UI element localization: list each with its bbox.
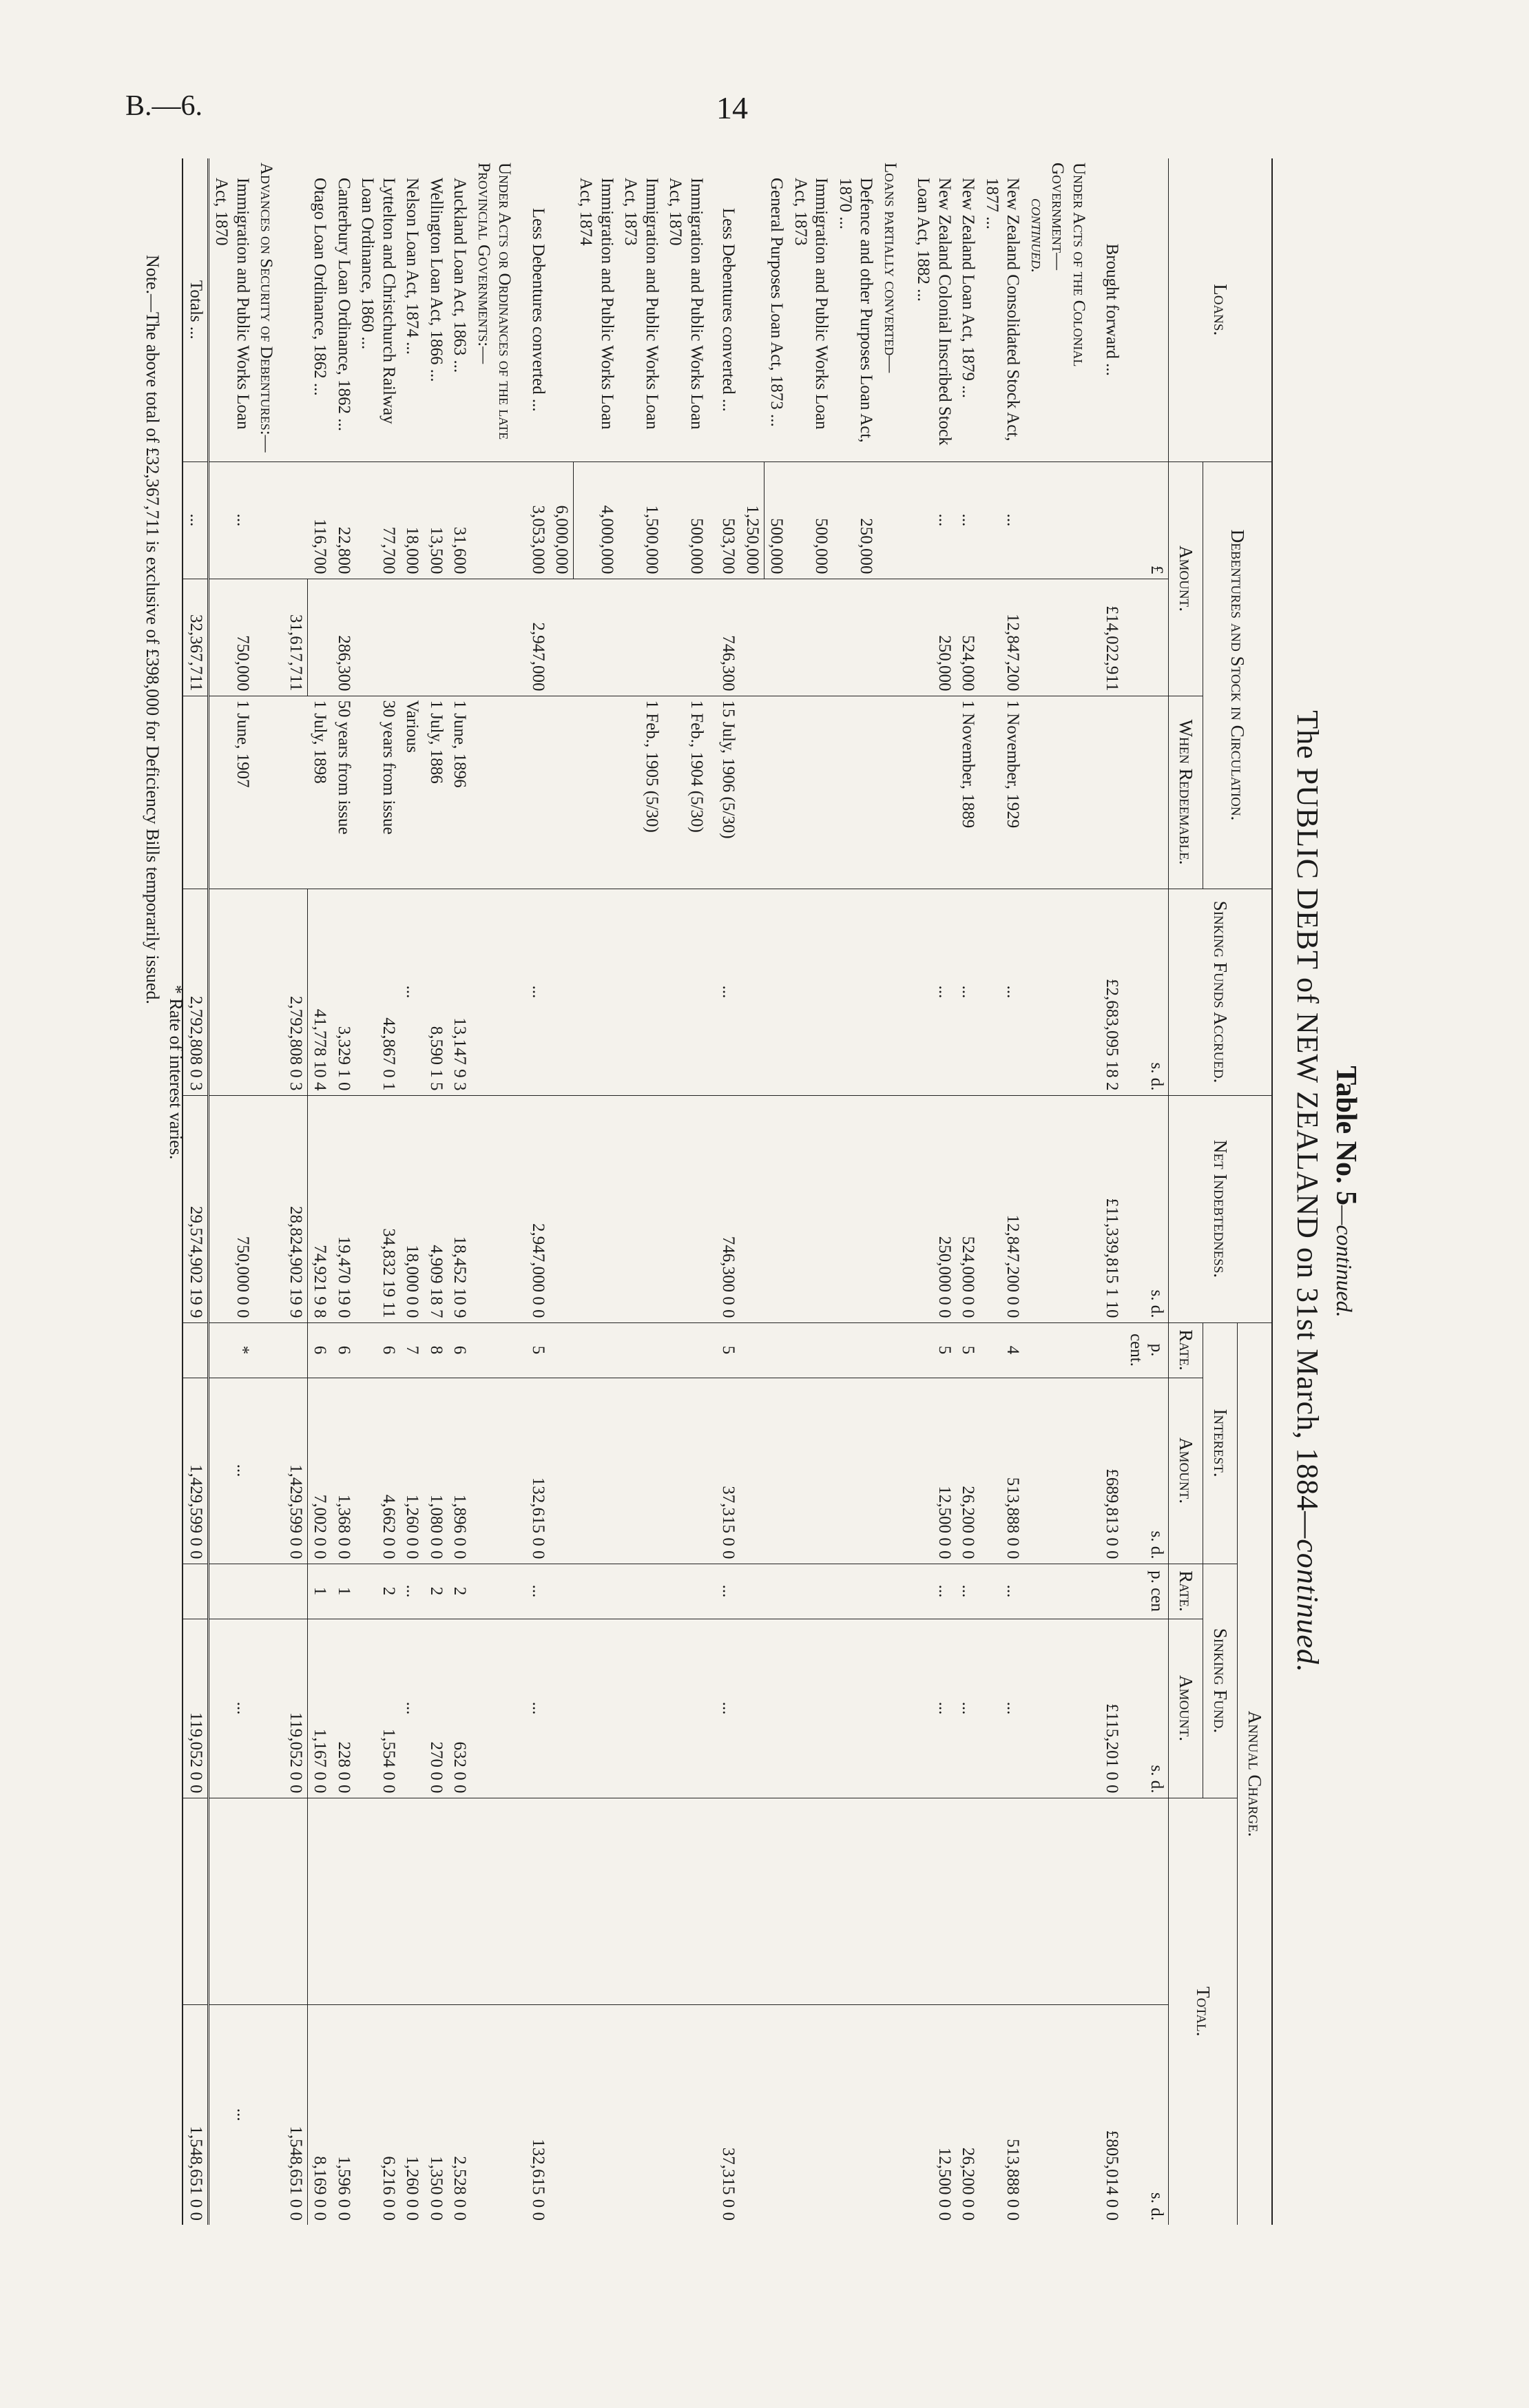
header-interest: Interest. — [1203, 1322, 1238, 1564]
amount: 286,300 — [331, 579, 355, 696]
sub-amount: 500,000 — [788, 461, 833, 579]
sinking-accrued: ... — [526, 889, 550, 1095]
totals-row — [183, 158, 208, 2225]
loan-name: Immigration and Public Works Loan Act, 1870 — [663, 158, 716, 461]
sub-amount: ... — [208, 461, 254, 579]
interest-rate: 6 — [448, 1322, 472, 1378]
when-redeemable: 1 Feb., 1904 (5/30) — [663, 696, 716, 889]
page-reference: B.—6. — [125, 90, 203, 122]
table-row — [788, 158, 833, 2225]
amount: 750,000 — [208, 579, 254, 696]
interest-amount: 4,662 0 0 — [355, 1378, 400, 1564]
interest-amount: 132,615 0 0 — [526, 1378, 550, 1564]
sub-amount: 250,000 — [833, 461, 877, 579]
section-heading — [1024, 158, 1100, 2225]
sub-amount: 503,700 — [716, 461, 740, 579]
net-indebtedness: 524,000 0 0 — [956, 1095, 980, 1322]
unit-s-d: s. d. — [1147, 2192, 1167, 2221]
total: 8,169 0 0 — [311, 2156, 330, 2221]
table-row — [526, 158, 550, 2225]
sinking-amount: ... — [208, 1619, 254, 1798]
net-indebtedness: 34,832 19 11 — [355, 1095, 400, 1322]
when-redeemable: 1 July, 1886 — [424, 696, 448, 889]
table-row — [208, 158, 254, 2225]
amount: 2,947,000 — [526, 579, 550, 696]
interest-amount: 1,260 0 0 — [400, 1378, 424, 1564]
sub-amount: 13,500 — [424, 461, 448, 579]
total: 132,615 0 0 — [528, 2139, 548, 2221]
table-row — [400, 158, 424, 2225]
table-row — [956, 158, 980, 2225]
table-row — [663, 158, 716, 2225]
interest-amount: 1,368 0 0 — [331, 1378, 355, 1564]
table-row — [448, 158, 472, 2225]
sinking-accrued: ... — [956, 889, 980, 1095]
table-row — [307, 158, 331, 2225]
loan-name: Lyttelton and Christchurch Railway Loan Ordinance, 1860 ... — [355, 158, 400, 461]
when-redeemable: 1 July, 1898 — [307, 696, 331, 889]
sub-amount: 31,600 — [448, 461, 472, 579]
net-indebtedness: £11,339,815 1 10 — [1100, 1095, 1124, 1322]
header-sinking-rate: Rate. — [1169, 1564, 1203, 1619]
unit-per-cent: p. cent. — [1123, 1322, 1169, 1378]
sinking-accrued: ... — [911, 889, 956, 1095]
interest-rate: 5 — [911, 1322, 956, 1378]
table-row — [979, 158, 1024, 2225]
when-redeemable: 1 June, 1896 — [448, 696, 472, 889]
net-indebtedness: 4,909 18 7 — [424, 1095, 448, 1322]
sinking-accrued: 8,590 1 5 — [424, 889, 448, 1095]
amount: 31,617,711 — [283, 579, 307, 696]
interest-amount: £689,813 0 0 — [1100, 1378, 1124, 1564]
sub-amount: ... — [183, 461, 208, 579]
sinking-amount: ... — [526, 1619, 550, 1798]
subtotal-row — [550, 158, 574, 2225]
net-indebtedness: 2,947,000 0 0 — [526, 1095, 550, 1322]
interest-amount: 37,315 0 0 — [716, 1378, 740, 1564]
subtotal-row — [283, 158, 307, 2225]
section-heading — [877, 158, 911, 2225]
sub-amount: 77,700 — [355, 461, 400, 579]
interest-rate: 6 — [307, 1322, 331, 1378]
sub-amount: 18,000 — [400, 461, 424, 579]
table-label: Table No. 5—continued. — [1330, 1066, 1362, 1318]
section-title: Under Acts or Ordinances of the late Provincial Governments:— — [471, 158, 526, 461]
loan-name: Defence and other Purposes Loan Act, 1870 ... — [833, 158, 877, 461]
sinking-rate: 1 — [331, 1564, 355, 1619]
interest-amount: 26,200 0 0 — [956, 1378, 980, 1564]
header-debentures: Debentures and Stock in Circulation. — [1203, 461, 1272, 889]
header-sinking-amount: Amount. — [1169, 1619, 1203, 1798]
header-net-indebtedness: Net Indebtedness. — [1169, 1095, 1272, 1322]
sinking-accrued: 42,867 0 1 — [355, 889, 400, 1095]
totals-label: Totals ... — [183, 158, 208, 461]
loan-name: Immigration and Public Works Loan Act, 1870 — [208, 158, 254, 461]
interest-rate: 5 — [526, 1322, 550, 1378]
total: 12,500 0 0 — [935, 2147, 954, 2221]
sub-total: 6,000,000 — [550, 461, 574, 579]
header-loans: Loans. — [1169, 158, 1272, 461]
loan-name: Immigration and Public Works Loan Act, 1873 — [788, 158, 833, 461]
sub-amount: 500,000 — [764, 461, 788, 579]
sub-amount: 22,800 — [331, 461, 355, 579]
public-debt-table — [182, 158, 1273, 2225]
when-redeemable: 1 November, 1929 — [979, 696, 1024, 889]
unit-s-d: s. d. — [1123, 1378, 1169, 1564]
total: 1,260 0 0 — [403, 2156, 422, 2221]
sub-amount: 4,000,000 — [574, 461, 618, 579]
header-sinking-fund: Sinking Fund. — [1203, 1564, 1238, 1798]
sinking-accrued: £2,683,095 18 2 — [1100, 889, 1124, 1095]
unit-s-d: s. d. — [1123, 889, 1169, 1095]
table-row — [833, 158, 877, 2225]
rotated-table-block — [123, 158, 1369, 2225]
table-row-units — [1123, 158, 1169, 2225]
interest-amount: 513,888 0 0 — [979, 1378, 1024, 1564]
loan-name: Otago Loan Ordinance, 1862 ... — [307, 158, 331, 461]
sinking-rate: 2 — [355, 1564, 400, 1619]
sinking-amount: ... — [716, 1619, 740, 1798]
loan-name: General Purposes Loan Act, 1873 ... — [764, 158, 788, 461]
sinking-rate: ... — [400, 1564, 424, 1619]
net-indebtedness: 29,574,902 19 9 — [183, 1095, 208, 1322]
loan-name: New Zealand Colonial Inscribed Stock Loan Act, 1882 ... — [911, 158, 956, 461]
unit-pound: £ — [1123, 461, 1169, 579]
sub-amount: ... — [956, 461, 980, 579]
sinking-accrued: ... — [716, 889, 740, 1095]
sinking-rate: ... — [979, 1564, 1024, 1619]
loan-name: New Zealand Loan Act, 1879 ... — [956, 158, 980, 461]
sinking-amount: ... — [956, 1619, 980, 1798]
interest-rate: * — [208, 1322, 254, 1378]
sinking-accrued: 2,792,808 0 3 — [283, 889, 307, 1095]
sub-amount: 3,053,000 — [526, 461, 550, 579]
loan-name: Less Debentures converted ... — [526, 158, 550, 461]
sinking-accrued: ... — [979, 889, 1024, 1095]
sub-amount: 500,000 — [663, 461, 716, 579]
header-amount: Amount. — [1169, 461, 1203, 696]
net-indebtedness: 12,847,200 0 0 — [979, 1095, 1024, 1322]
unit-per-cent: p. cen — [1123, 1564, 1169, 1619]
sinking-rate: ... — [956, 1564, 980, 1619]
net-indebtedness: 750,000 0 0 — [208, 1095, 254, 1322]
sinking-accrued: 2,792,808 0 3 — [183, 889, 208, 1095]
header-interest-amount: Amount. — [1169, 1378, 1203, 1564]
when-redeemable: 50 years from issue — [331, 696, 355, 889]
footnote-star: * Rate of interest varies. — [166, 985, 186, 1160]
total: £805,014 0 0 — [1103, 2130, 1122, 2221]
sinking-amount: 119,052 0 0 — [183, 1619, 208, 1798]
when-redeemable: 1 November, 1889 — [956, 696, 980, 889]
when-redeemable: 1 Feb., 1905 (5/30) — [618, 696, 663, 889]
interest-amount: 1,429,599 0 0 — [183, 1378, 208, 1564]
sinking-amount: ... — [400, 1619, 424, 1798]
sinking-rate: ... — [911, 1564, 956, 1619]
table-row — [618, 158, 663, 2225]
header-interest-rate: Rate. — [1169, 1322, 1203, 1378]
amount: 250,000 — [911, 579, 956, 696]
unit-s-d: s. d. — [1123, 1095, 1169, 1322]
total: 1,596 0 0 — [334, 2156, 353, 2221]
header-total: Total. — [1169, 1798, 1238, 2225]
sinking-amount: 270 0 0 — [424, 1619, 448, 1798]
total: ... — [233, 2108, 252, 2121]
amount: 32,367,711 — [183, 579, 208, 696]
sinking-rate: 2 — [424, 1564, 448, 1619]
sinking-accrued: ... — [400, 889, 424, 1095]
subtotal-row — [740, 158, 764, 2225]
sinking-amount: ... — [979, 1619, 1024, 1798]
table-row — [911, 158, 956, 2225]
net-indebtedness: 19,470 19 0 — [331, 1095, 355, 1322]
loan-name: Wellington Loan Act, 1866 ... — [424, 158, 448, 461]
interest-rate: 8 — [424, 1322, 448, 1378]
interest-amount: 7,002 0 0 — [307, 1378, 331, 1564]
interest-amount: 1,080 0 0 — [424, 1378, 448, 1564]
sinking-rate: ... — [716, 1564, 740, 1619]
net-indebtedness: 250,000 0 0 — [911, 1095, 956, 1322]
page-number: 14 — [716, 90, 748, 125]
interest-rate: 6 — [355, 1322, 400, 1378]
interest-rate: 6 — [331, 1322, 355, 1378]
table-row — [574, 158, 618, 2225]
interest-rate: 5 — [956, 1322, 980, 1378]
loan-name: Brought forward ... — [1100, 158, 1124, 461]
section-title: Advances on Security of Debentures:— — [254, 158, 284, 461]
unit-s-d: s. d. — [1123, 1619, 1169, 1798]
loan-name: Canterbury Loan Ordinance, 1862 ... — [331, 158, 355, 461]
sinking-amount: 119,052 0 0 — [283, 1619, 307, 1798]
sinking-amount: 228 0 0 — [331, 1619, 355, 1798]
interest-rate: 7 — [400, 1322, 424, 1378]
section-title: Under Acts of the Colonial Government— — [1048, 163, 1088, 367]
table-row — [764, 158, 788, 2225]
section-heading — [254, 158, 284, 2225]
sub-total: 1,250,000 — [740, 461, 764, 579]
total: 1,350 0 0 — [426, 2156, 446, 2221]
section-heading — [471, 158, 526, 2225]
when-redeemable: 1 June, 1907 — [208, 696, 254, 889]
header-when-redeemable: When Redeemable. — [1169, 696, 1203, 889]
sinking-amount: 1,554 0 0 — [355, 1619, 400, 1798]
total: 37,315 0 0 — [719, 2147, 738, 2221]
loan-name: Auckland Loan Act, 1863 ... — [448, 158, 472, 461]
net-indebtedness: 746,300 0 0 — [716, 1095, 740, 1322]
net-indebtedness: 74,921 9 8 — [307, 1095, 331, 1322]
sinking-accrued: 41,778 10 4 — [307, 889, 331, 1095]
amount: 524,000 — [956, 579, 980, 696]
interest-amount: 1,429,599 0 0 — [283, 1378, 307, 1564]
table-row — [331, 158, 355, 2225]
sinking-accrued: 13,147 9 3 — [448, 889, 472, 1095]
sinking-amount: ... — [911, 1619, 956, 1798]
net-indebtedness: 18,452 10 9 — [448, 1095, 472, 1322]
section-title: Loans partially converted— — [877, 158, 911, 461]
table-row — [355, 158, 400, 2225]
sinking-accrued: 3,329 1 0 — [331, 889, 355, 1095]
sub-amount: 1,500,000 — [618, 461, 663, 579]
table-row — [424, 158, 448, 2225]
when-redeemable: Various — [400, 696, 424, 889]
section-continued: continued. — [1027, 198, 1046, 273]
header-annual-charge: Annual Charge. — [1238, 1322, 1272, 2225]
sinking-amount: 632 0 0 — [448, 1619, 472, 1798]
sinking-amount: £115,201 0 0 — [1100, 1619, 1124, 1798]
total: 513,888 0 0 — [1003, 2139, 1023, 2221]
table-row — [1100, 158, 1124, 2225]
net-indebtedness: 28,824,902 19 9 — [283, 1095, 307, 1322]
header-sinking-accrued: Sinking Funds Accrued. — [1169, 889, 1272, 1095]
net-indebtedness: 18,000 0 0 — [400, 1095, 424, 1322]
amount: £14,022,911 — [1100, 579, 1124, 696]
sinking-rate: 2 — [448, 1564, 472, 1619]
sub-amount: ... — [979, 461, 1024, 579]
amount: 12,847,200 — [979, 579, 1024, 696]
amount: 746,300 — [716, 579, 740, 696]
total: 6,216 0 0 — [379, 2156, 398, 2221]
loan-name: Nelson Loan Act, 1874 ... — [400, 158, 424, 461]
total: 26,200 0 0 — [959, 2147, 978, 2221]
interest-rate: 4 — [979, 1322, 1024, 1378]
table-row — [716, 158, 740, 2225]
interest-amount: 1,896 0 0 — [448, 1378, 472, 1564]
footnote: Note.—The above total of £32,367,711 is exclusive of £398,000 for Deficiency Bills temporarily issued. — [143, 255, 163, 1004]
table-title: The PUBLIC DEBT of NEW ZEALAND on 31st March, 1884—continued. — [1291, 710, 1324, 1673]
loan-name: New Zealand Consolidated Stock Act, 1877 ... — [979, 158, 1024, 461]
total: 2,528 0 0 — [450, 2156, 470, 2221]
loan-name: Immigration and Public Works Loan Act, 1873 — [618, 158, 663, 461]
interest-amount: ... — [208, 1378, 254, 1564]
sinking-amount: 1,167 0 0 — [307, 1619, 331, 1798]
when-redeemable: 15 July, 1906 (5/30) — [716, 696, 740, 889]
total: 1,548,651 0 0 — [283, 2004, 307, 2225]
total: 1,548,651 0 0 — [183, 2004, 208, 2225]
loan-name: Less Debentures converted ... — [716, 158, 740, 461]
sinking-rate: ... — [526, 1564, 550, 1619]
interest-amount: 12,500 0 0 — [911, 1378, 956, 1564]
sinking-rate: 1 — [307, 1564, 331, 1619]
sub-amount: 116,700 — [307, 461, 331, 579]
when-redeemable: 30 years from issue — [355, 696, 400, 889]
loan-name: Immigration and Public Works Loan Act, 1874 — [574, 158, 618, 461]
sub-amount: ... — [911, 461, 956, 579]
interest-rate: 5 — [716, 1322, 740, 1378]
